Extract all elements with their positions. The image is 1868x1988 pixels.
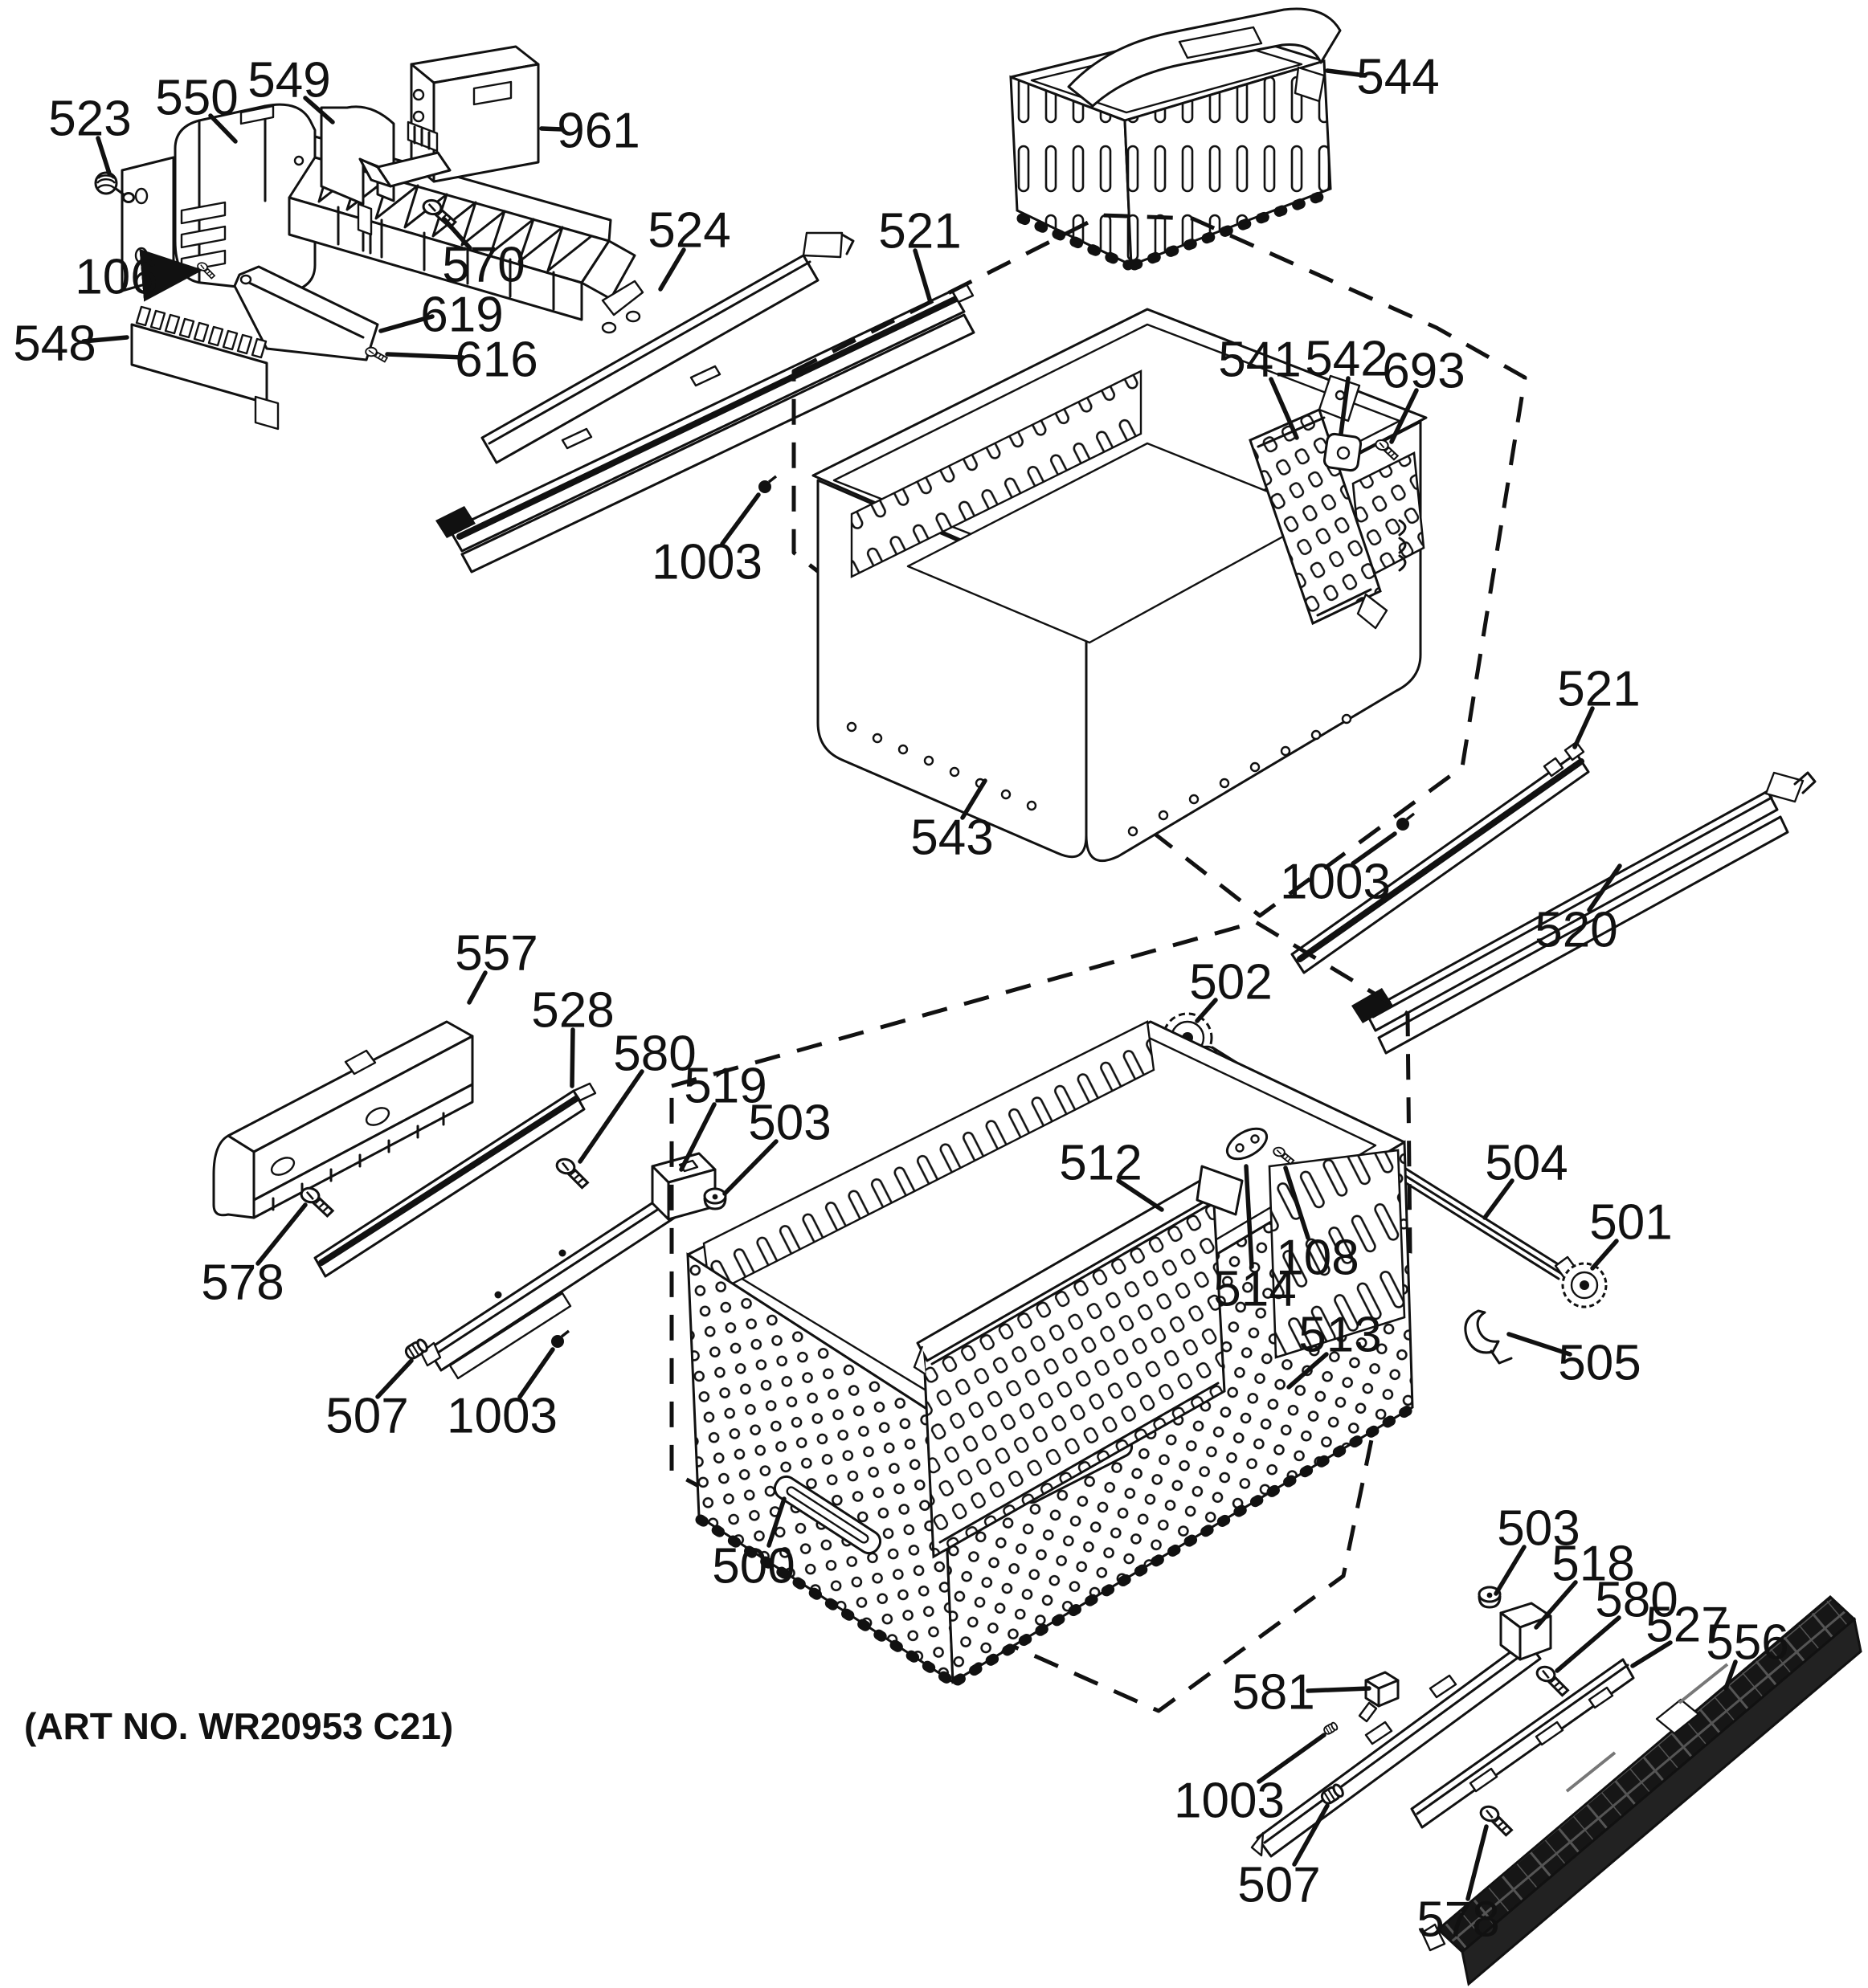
part-label-616: 616 — [455, 332, 538, 388]
part-label-507: 507 — [1237, 1857, 1321, 1913]
part-label-549: 549 — [247, 52, 331, 108]
part-label-507: 507 — [325, 1388, 409, 1444]
part-label-570: 570 — [442, 237, 525, 293]
part-label-580: 580 — [613, 1026, 697, 1082]
part-542-retainer — [1323, 433, 1361, 471]
part-label-106: 106 — [75, 249, 158, 305]
part-label-578: 578 — [1416, 1892, 1500, 1948]
leader-528 — [572, 1030, 573, 1086]
part-503-grommet-left — [705, 1189, 726, 1209]
part-label-619: 619 — [420, 287, 504, 343]
part-label-542: 542 — [1305, 331, 1388, 387]
part-label-521: 521 — [878, 203, 962, 259]
part-label-543: 543 — [910, 810, 994, 866]
part-label-514: 514 — [1213, 1261, 1297, 1317]
part-label-548: 548 — [13, 316, 96, 372]
part-label-519: 519 — [684, 1058, 767, 1114]
part-label-518: 518 — [1551, 1536, 1635, 1592]
part-label-521: 521 — [1557, 661, 1641, 717]
part-label-512: 512 — [1059, 1135, 1142, 1191]
part-label-693: 693 — [1382, 343, 1465, 399]
part-label-523: 523 — [48, 91, 132, 147]
part-label-502: 502 — [1189, 954, 1273, 1010]
part-label-556: 556 — [1706, 1614, 1789, 1671]
part-label-504: 504 — [1485, 1135, 1568, 1191]
part-label-580: 580 — [1595, 1572, 1678, 1628]
part-label-544: 544 — [1356, 49, 1440, 105]
part-label-1003: 1003 — [652, 534, 762, 590]
part-label-524: 524 — [648, 202, 731, 259]
part-label-527: 527 — [1645, 1597, 1729, 1653]
part-label-1003: 1003 — [447, 1388, 558, 1444]
part-label-1003: 1003 — [1280, 854, 1391, 910]
part-label-550: 550 — [155, 70, 239, 126]
part-label-528: 528 — [531, 982, 615, 1039]
part-label-557: 557 — [455, 925, 538, 982]
part-label-500: 500 — [712, 1538, 795, 1594]
part-label-501: 501 — [1589, 1194, 1673, 1251]
part-label-961: 961 — [557, 103, 640, 159]
part-label-513: 513 — [1298, 1307, 1382, 1363]
part-label-581: 581 — [1232, 1664, 1315, 1721]
leader-581 — [1308, 1688, 1369, 1691]
part-label-520: 520 — [1535, 902, 1618, 958]
part-label-503: 503 — [1497, 1500, 1580, 1557]
part-label-108: 108 — [1276, 1230, 1359, 1286]
part-label-505: 505 — [1558, 1335, 1641, 1391]
part-label-578: 578 — [201, 1255, 284, 1311]
part-label-1003: 1003 — [1174, 1773, 1285, 1829]
part-label-503: 503 — [748, 1095, 832, 1151]
part-label-541: 541 — [1218, 332, 1302, 388]
footer-art-no: (ART NO. WR20953 C21) — [24, 1705, 454, 1747]
